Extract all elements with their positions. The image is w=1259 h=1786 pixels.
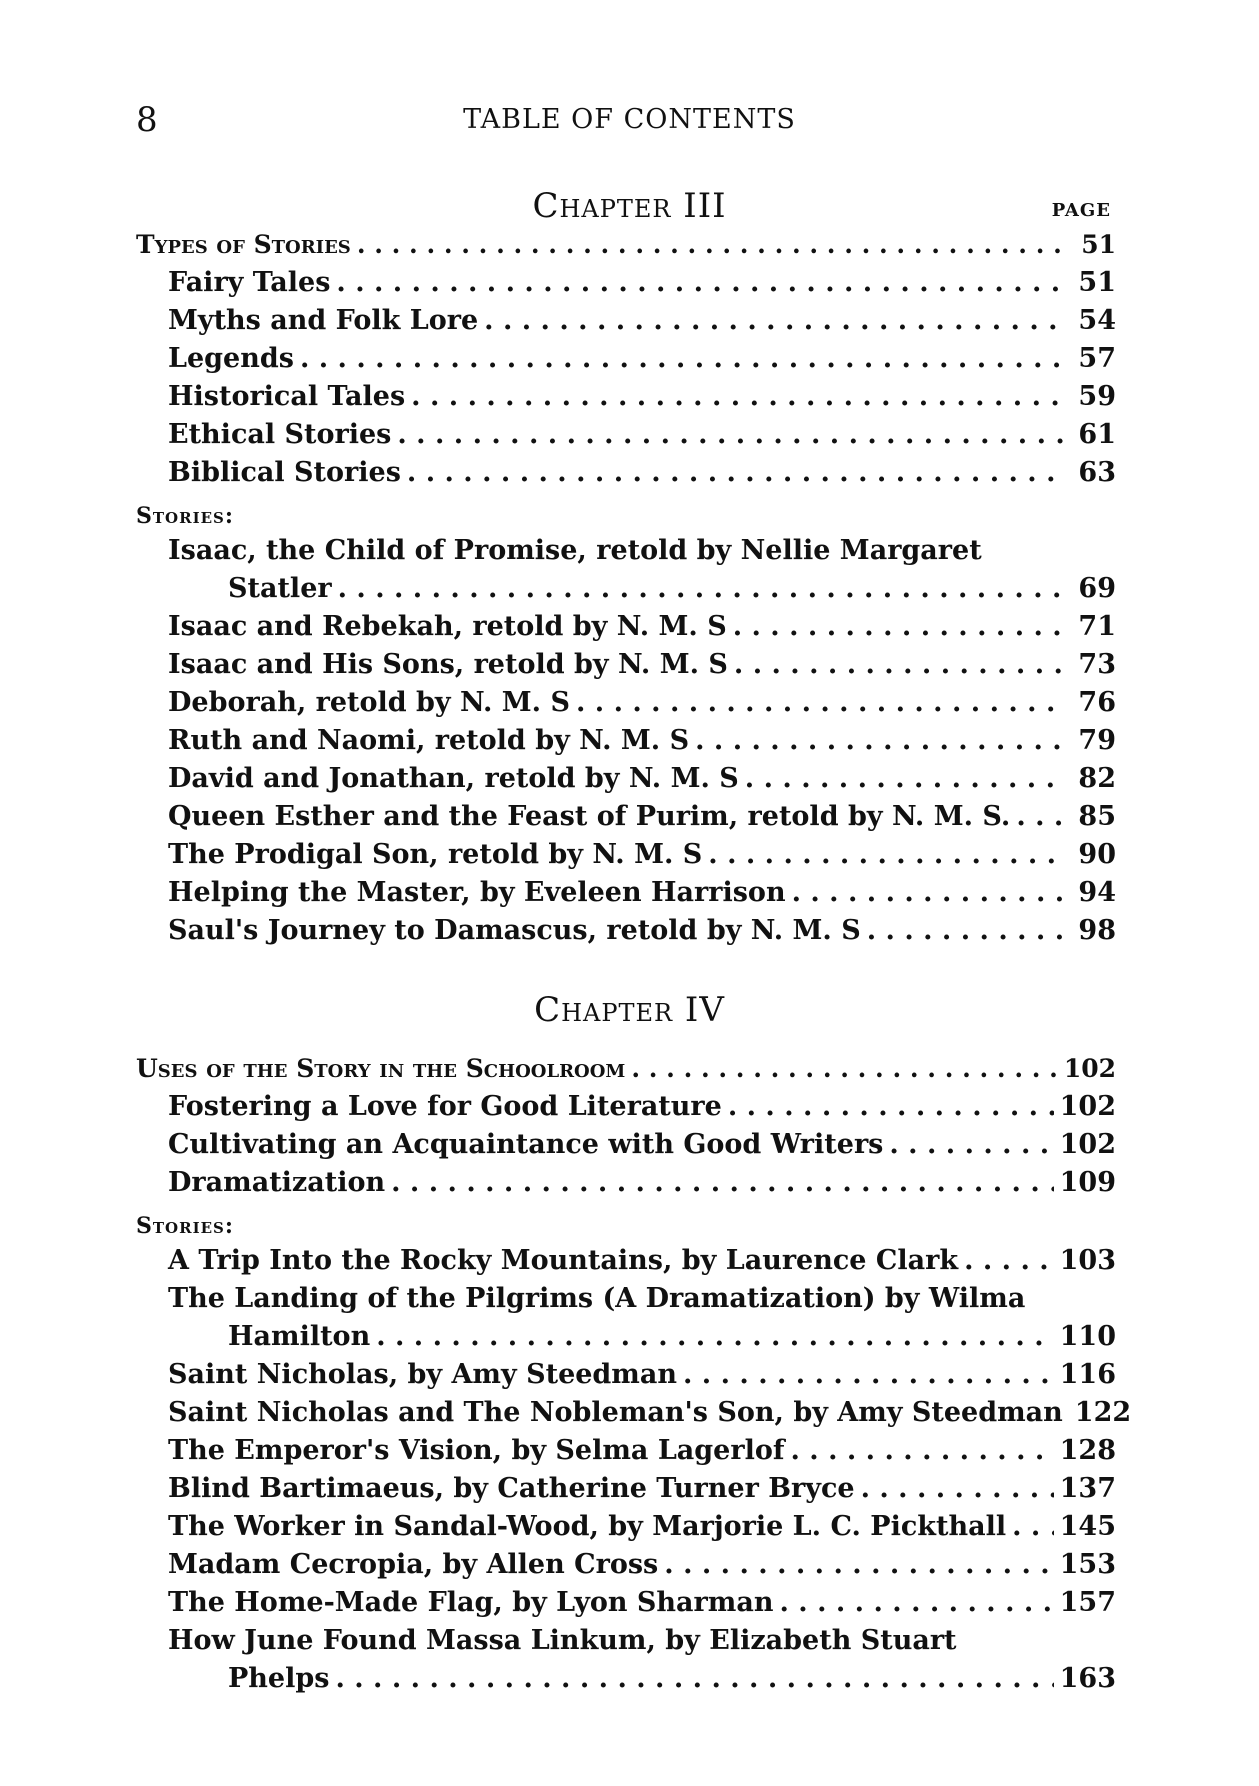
toc-entry: The Home-Made Flag, by Lyon Sharman . . . 157	[136, 1584, 1116, 1622]
toc-entry: Statler . . . 69	[136, 570, 1116, 608]
toc-entry: Ruth and Naomi, retold by N. M. S . . . 79	[136, 722, 1116, 760]
toc-entry: Phelps . . . 163	[136, 1660, 1116, 1698]
toc-entry: Saint Nicholas, by Amy Steedman . . . 116	[136, 1356, 1116, 1394]
toc-entry: Saul's Journey to Damascus, retold by N. M. S . . . 98	[136, 912, 1116, 950]
toc-entry: Isaac and Rebekah, retold by N. M. S . . . 71	[136, 608, 1116, 646]
toc-entry-types-of-stories: Types of Stories . . . 51	[136, 226, 1116, 264]
running-title: TABLE OF CONTENTS	[463, 104, 796, 135]
toc-entry-line1: The Landing of the Pilgrims (A Dramatization) by Wilma	[168, 1283, 1026, 1314]
chapter-4-title: Chapter IV	[534, 990, 725, 1030]
stories-label: Stories:	[136, 1213, 234, 1239]
toc-entry: David and Jonathan, retold by N. M. S . . . 82	[136, 760, 1116, 798]
toc-entry: Saint Nicholas and The Nobleman's Son, by Amy Steedman 122	[168, 1397, 1132, 1428]
chapter-3-title: Chapter III	[532, 186, 727, 226]
toc-entry: Helping the Master, by Eveleen Harrison . . . 94	[136, 874, 1116, 912]
chapter-4-entries	[136, 1050, 1132, 1698]
page-column-label: PAGE	[1051, 200, 1111, 221]
chapter-3-entries	[136, 226, 1116, 950]
stories-label: Stories:	[136, 503, 234, 529]
toc-entry-line1: Isaac, the Child of Promise, retold by Nellie Margaret	[168, 535, 982, 566]
toc-entry: Biblical Stories . . . 63	[136, 454, 1116, 492]
toc-entry: Legends . . . 57	[136, 340, 1116, 378]
toc-entry: Madam Cecropia, by Allen Cross . . . 153	[136, 1546, 1116, 1584]
page-number: 8	[136, 100, 158, 140]
toc-entry: Isaac and His Sons, retold by N. M. S . . . 73	[136, 646, 1116, 684]
toc-entry: Blind Bartimaeus, by Catherine Turner Bryce . . . 137	[136, 1470, 1116, 1508]
toc-entry: The Worker in Sandal-Wood, by Marjorie L. C. Pickthall . . . 145	[136, 1508, 1116, 1546]
toc-entry: Myths and Folk Lore . . . 54	[136, 302, 1116, 340]
toc-entry: The Emperor's Vision, by Selma Lagerlof . . . 128	[136, 1432, 1116, 1470]
toc-entry-uses-of-the-story: Uses of the Story in the Schoolroom . . . 102	[136, 1050, 1116, 1088]
toc-entry: A Trip Into the Rocky Mountains, by Laurence Clark . . . 103	[136, 1242, 1116, 1280]
toc-entry-line1: How June Found Massa Linkum, by Elizabeth Stuart	[168, 1625, 957, 1656]
toc-entry: Fairy Tales . . . 51	[136, 264, 1116, 302]
page-header	[0, 100, 1259, 140]
toc-entry: Deborah, retold by N. M. S . . . 76	[136, 684, 1116, 722]
toc-entry: Queen Esther and the Feast of Purim, retold by N. M. S. . . . 85	[136, 798, 1116, 836]
toc-entry: Fostering a Love for Good Literature . . . 102	[136, 1088, 1116, 1126]
toc-entry: Hamilton . . . 110	[136, 1318, 1116, 1356]
toc-entry: Dramatization . . . 109	[136, 1164, 1116, 1202]
toc-entry: Historical Tales . . . 59	[136, 378, 1116, 416]
toc-entry: The Prodigal Son, retold by N. M. S . . . 90	[136, 836, 1116, 874]
toc-entry: Ethical Stories . . . 61	[136, 416, 1116, 454]
toc-entry: Cultivating an Acquaintance with Good Writers . . . 102	[136, 1126, 1116, 1164]
